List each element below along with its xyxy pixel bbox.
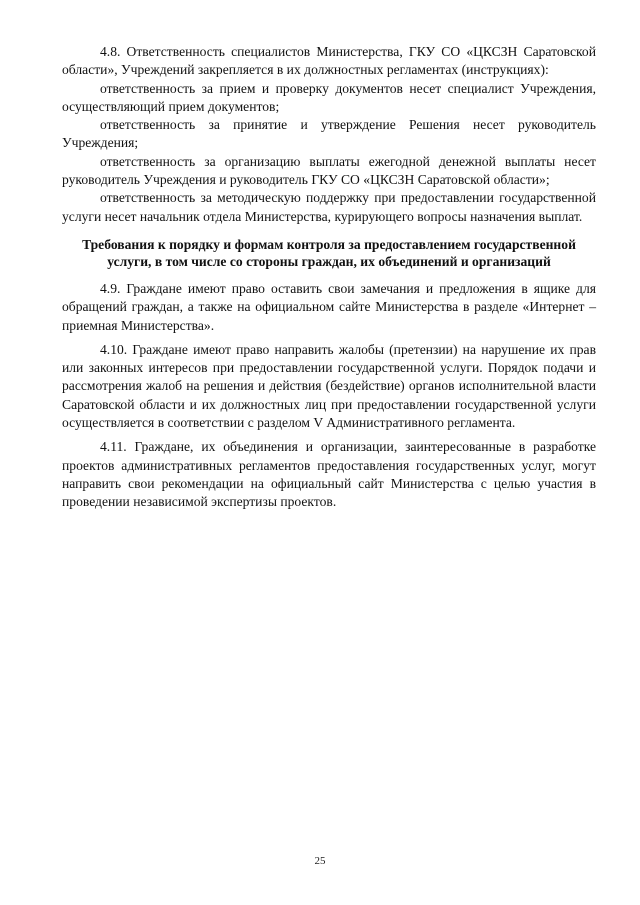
document-body bbox=[62, 43, 596, 512]
paragraph-responsibility-documents: ответственность за прием и проверку документов несет специалист Учреждения, осуществляющий прием документов; bbox=[62, 80, 596, 114]
paragraph-4-11: 4.11. Граждане, их объединения и организации, заинтересованные в разработке проектов административных регламентов предоставления государственных услуг, могут направить свои рекомендации на официальный сайт Министерства с целью участия в проведении независимой экспертизы проектов. bbox=[62, 439, 596, 510]
paragraph-4-9: 4.9. Граждане имеют право оставить свои замечания и предложения в ящике для обращений граждан, а также на официальном сайте Министерства в разделе «Интернет – приемная Министерства». bbox=[62, 280, 596, 333]
page-number: 25 bbox=[314, 855, 326, 867]
paragraph-4-10: 4.10. Граждане имеют право направить жалобы (претензии) на нарушение их прав или законных интересов при предоставлении государственной услуги. Порядок подачи и рассмотрения жалоб на решения и действия (бездействие) органов исполнительной власти Саратовской области и их должностных лиц при предоставлении государственной услуги осуществляется в соответствии с разделом V Административного регламента. bbox=[62, 341, 596, 431]
section-heading: Требования к порядку и формам контроля за предоставлением государственной услуги, в том числе со стороны граждан, их объединений и организаций bbox=[82, 236, 576, 269]
paragraph-4-8: 4.8. Ответственность специалистов Министерства, ГКУ СО «ЦКСЗН Саратовской области», Учреждений закрепляется в их должностных регламентах (инструкциях): bbox=[62, 44, 596, 78]
paragraph-responsibility-methodical: ответственность за методическую поддержку при предоставлении государственной услуги несет начальник отдела Министерства, курирующего вопросы назначения выплат. bbox=[62, 190, 596, 224]
paragraph-responsibility-payment: ответственность за организацию выплаты ежегодной денежной выплаты несет руководитель Учреждения и руководитель ГКУ СО «ЦКСЗН Саратовской области»; bbox=[62, 153, 596, 188]
paragraph-responsibility-decision: ответственность за принятие и утверждение Решения несет руководитель Учреждения; bbox=[62, 117, 596, 151]
